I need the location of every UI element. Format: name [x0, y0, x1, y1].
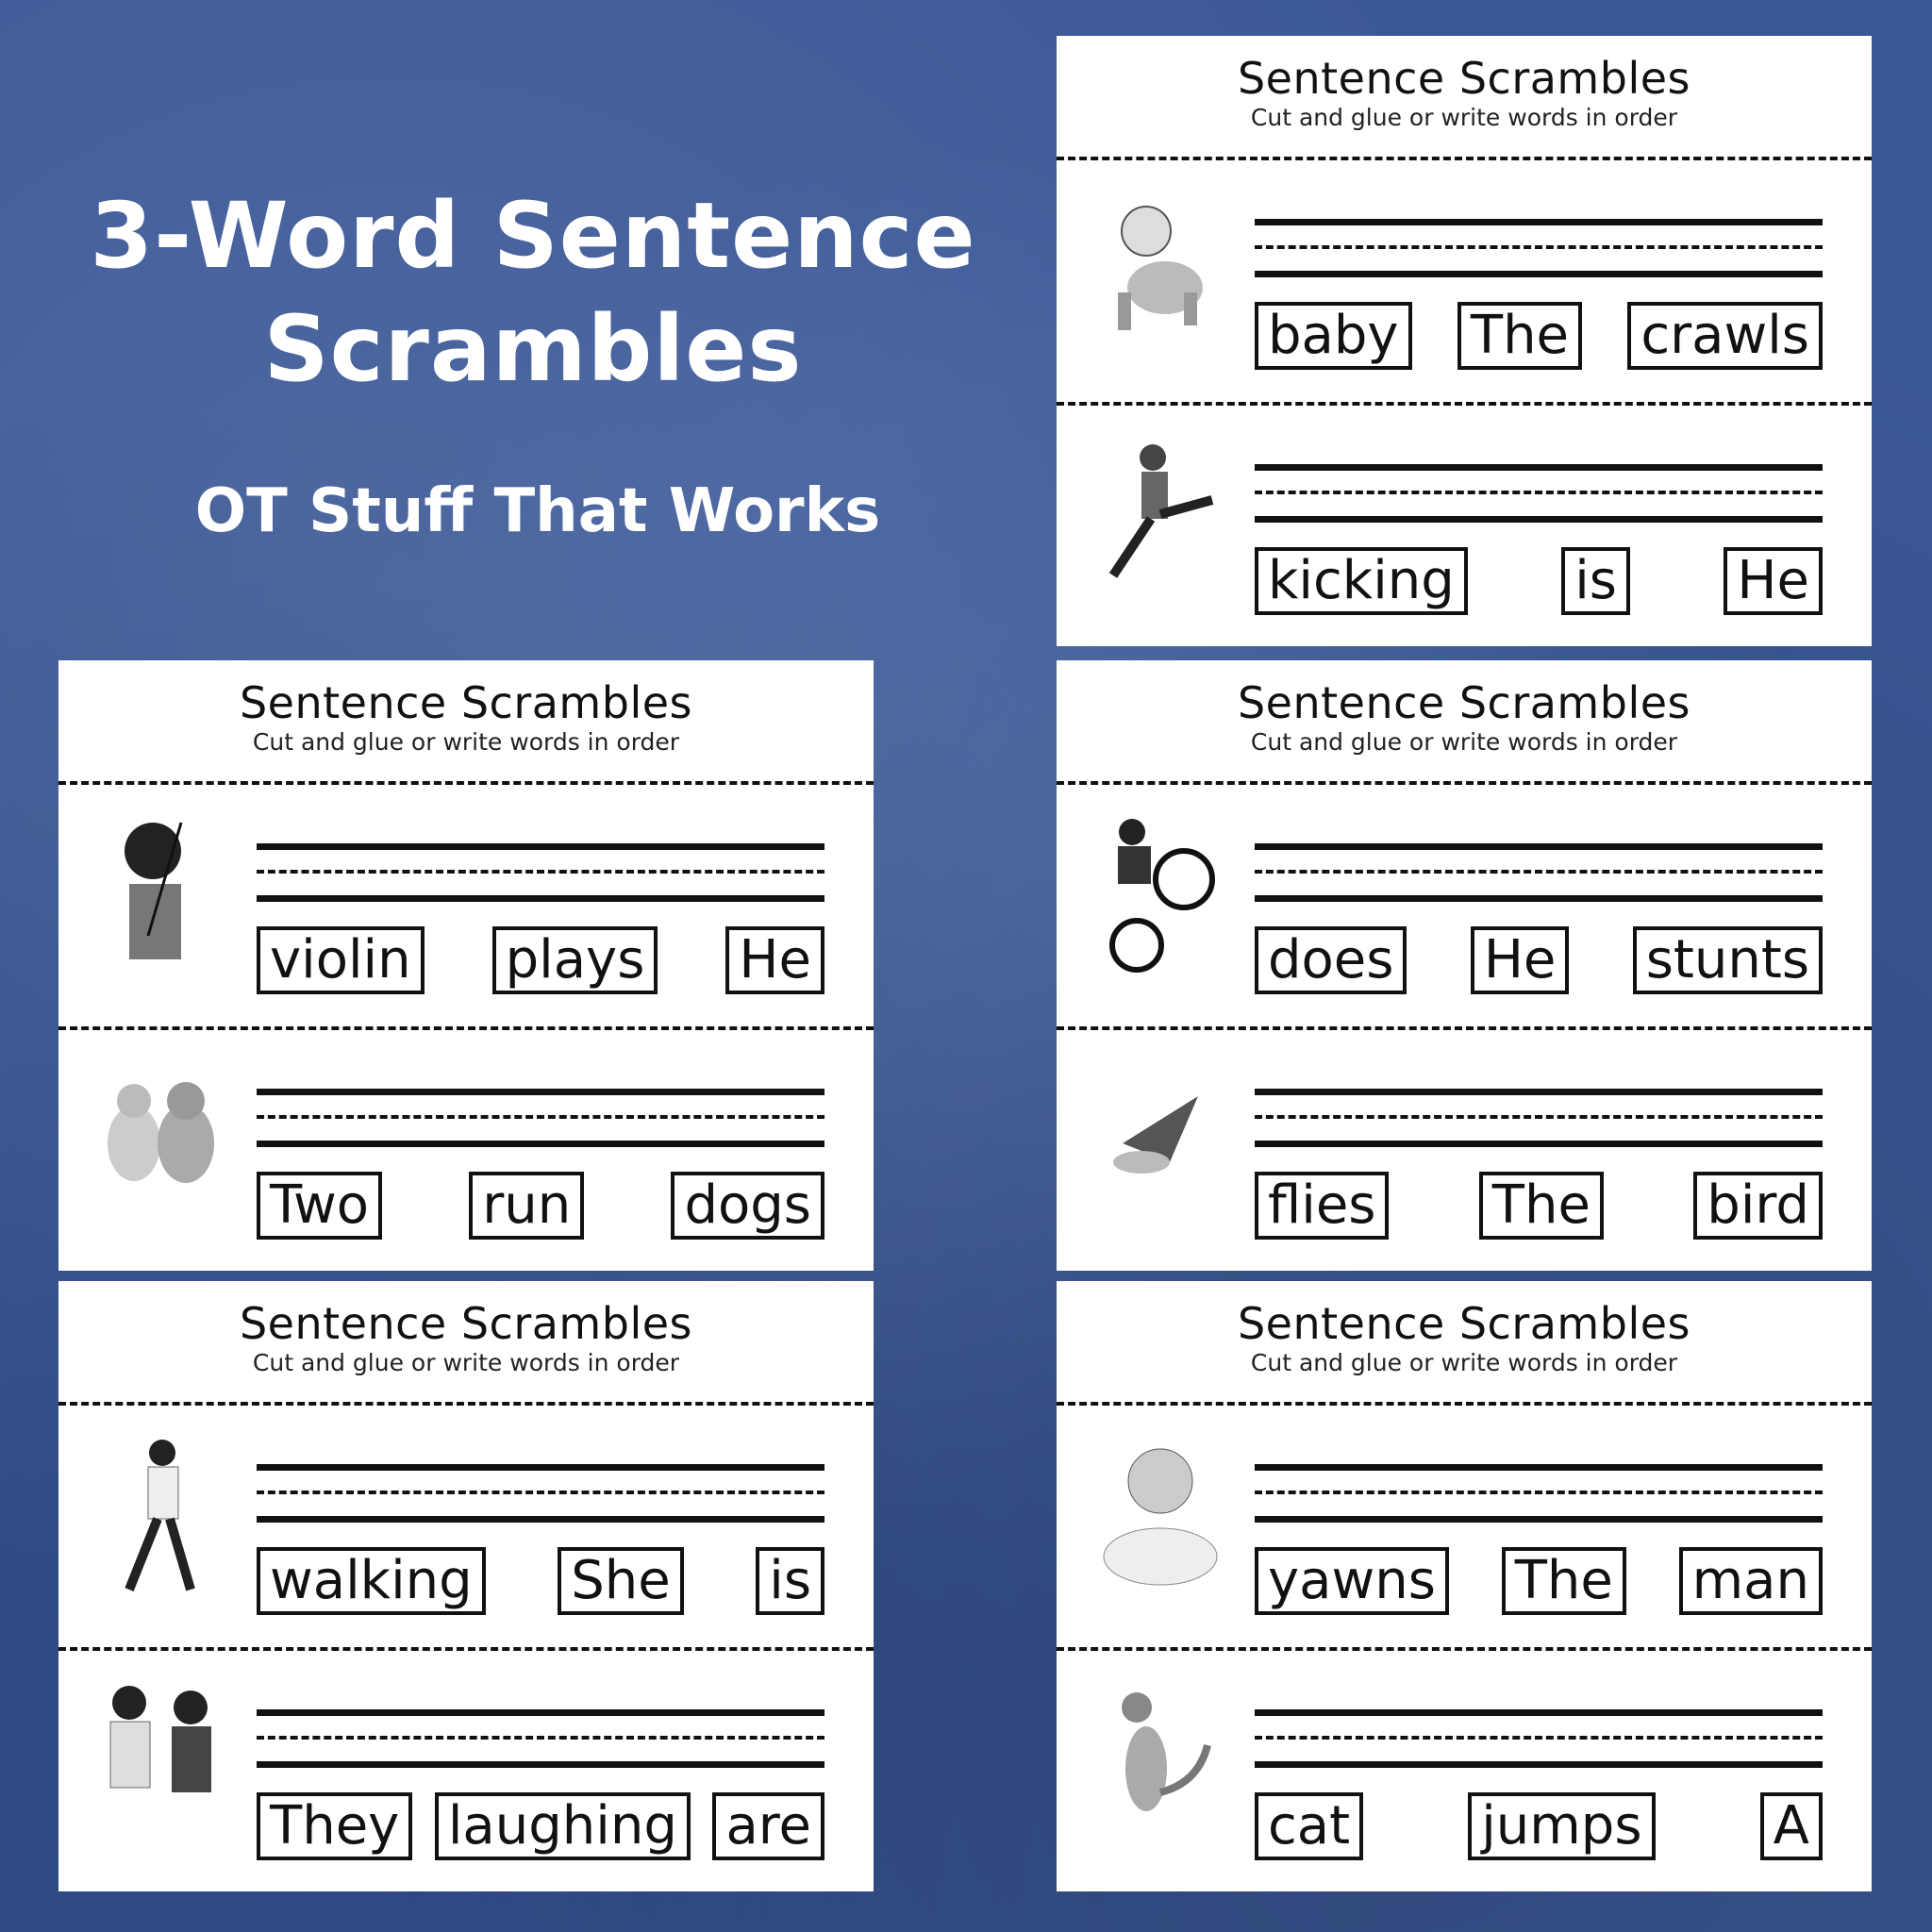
hero-title-line2: Scrambles [263, 296, 803, 402]
sentence-row [1057, 785, 1872, 1026]
writing-lines [257, 1089, 824, 1147]
word-card[interactable]: bird [1693, 1172, 1823, 1240]
soccer-kicker-picture [1094, 434, 1222, 599]
word-cards [257, 1172, 824, 1240]
sentence-row [58, 1651, 874, 1892]
word-card[interactable]: kicking [1255, 547, 1468, 615]
word-cards [1255, 926, 1823, 994]
hero-subtitle: OT Stuff That Works [194, 476, 881, 546]
sentence-row [1057, 1406, 1872, 1647]
word-card[interactable]: flies [1255, 1172, 1389, 1240]
word-card[interactable]: plays [492, 926, 658, 994]
sentence-row [1057, 160, 1872, 402]
word-card[interactable]: Two [257, 1172, 382, 1240]
word-card[interactable]: violin [257, 926, 425, 994]
word-cards [1255, 1547, 1823, 1615]
word-card[interactable]: dogs [671, 1172, 824, 1240]
word-cards [1255, 547, 1823, 615]
word-card[interactable]: baby [1255, 302, 1412, 370]
word-card[interactable]: is [1561, 547, 1630, 615]
word-card[interactable]: does [1255, 926, 1407, 994]
worksheet-instructions: Cut and glue or write words in order [1250, 728, 1678, 756]
word-card[interactable]: jumps [1468, 1792, 1655, 1860]
writing-lines [1255, 1464, 1823, 1523]
word-cards [1255, 302, 1823, 370]
worksheet-instructions: Cut and glue or write words in order [252, 728, 680, 756]
worksheet-instructions: Cut and glue or write words in order [1250, 104, 1678, 131]
word-cards [257, 926, 824, 994]
worksheet-title: Sentence Scrambles [239, 1298, 692, 1349]
violin-player-picture [96, 813, 224, 978]
sentence-row [1057, 406, 1872, 647]
word-card[interactable]: The [1457, 302, 1582, 370]
word-card[interactable]: He [1724, 547, 1823, 615]
word-cards [257, 1792, 824, 1860]
writing-lines [1255, 219, 1823, 277]
worksheet-4 [58, 1281, 874, 1891]
word-card[interactable]: She [558, 1547, 684, 1615]
worksheet-title: Sentence Scrambles [1237, 53, 1690, 104]
walking-woman-picture [96, 1434, 224, 1599]
hero-title-line1: 3-Word Sentence [90, 183, 976, 289]
worksheet-instructions: Cut and glue or write words in order [1250, 1349, 1678, 1376]
word-card[interactable]: are [712, 1792, 824, 1860]
word-card[interactable]: yawns [1255, 1547, 1449, 1615]
word-card[interactable]: cat [1255, 1792, 1363, 1860]
flying-bird-picture [1094, 1058, 1222, 1224]
word-card[interactable]: He [1471, 926, 1570, 994]
word-cards [1255, 1792, 1823, 1860]
writing-lines [257, 843, 824, 902]
word-card[interactable]: run [469, 1172, 584, 1240]
word-card[interactable]: crawls [1627, 302, 1823, 370]
word-card[interactable]: laughing [435, 1792, 691, 1860]
word-card[interactable]: The [1479, 1172, 1604, 1240]
word-card[interactable]: The [1502, 1547, 1626, 1615]
writing-lines [257, 1464, 824, 1523]
writing-lines [1255, 1709, 1823, 1768]
word-card[interactable]: He [725, 926, 824, 994]
bmx-rider-picture [1094, 813, 1222, 978]
hero-title [38, 179, 1028, 406]
sentence-row [1057, 1030, 1872, 1272]
sentence-row [58, 1406, 874, 1647]
word-card[interactable]: man [1679, 1547, 1823, 1615]
worksheet-2 [58, 660, 874, 1271]
word-cards [257, 1547, 824, 1615]
worksheet-3 [1057, 660, 1872, 1271]
writing-lines [1255, 843, 1823, 902]
word-card[interactable]: walking [257, 1547, 486, 1615]
word-card[interactable]: They [257, 1792, 412, 1860]
writing-lines [257, 1709, 824, 1768]
sentence-row [58, 785, 874, 1026]
word-card[interactable]: stunts [1633, 926, 1823, 994]
sentence-row [1057, 1651, 1872, 1892]
word-cards [1255, 1172, 1823, 1240]
sentence-row [58, 1030, 874, 1272]
yawning-man-picture [1094, 1434, 1222, 1599]
crawling-baby-picture [1094, 189, 1222, 354]
laughing-people-picture [96, 1679, 224, 1844]
worksheet-5 [1057, 1281, 1872, 1891]
worksheet-title: Sentence Scrambles [239, 677, 692, 728]
writing-lines [1255, 1089, 1823, 1147]
worksheet-title: Sentence Scrambles [1237, 1298, 1690, 1349]
worksheet-instructions: Cut and glue or write words in order [252, 1349, 680, 1376]
worksheet-title: Sentence Scrambles [1237, 677, 1690, 728]
word-card[interactable]: A [1760, 1792, 1823, 1860]
two-dogs-picture [96, 1058, 224, 1224]
jumping-cat-picture [1094, 1679, 1222, 1844]
worksheet-1 [1057, 36, 1872, 646]
word-card[interactable]: is [756, 1547, 824, 1615]
writing-lines [1255, 464, 1823, 523]
